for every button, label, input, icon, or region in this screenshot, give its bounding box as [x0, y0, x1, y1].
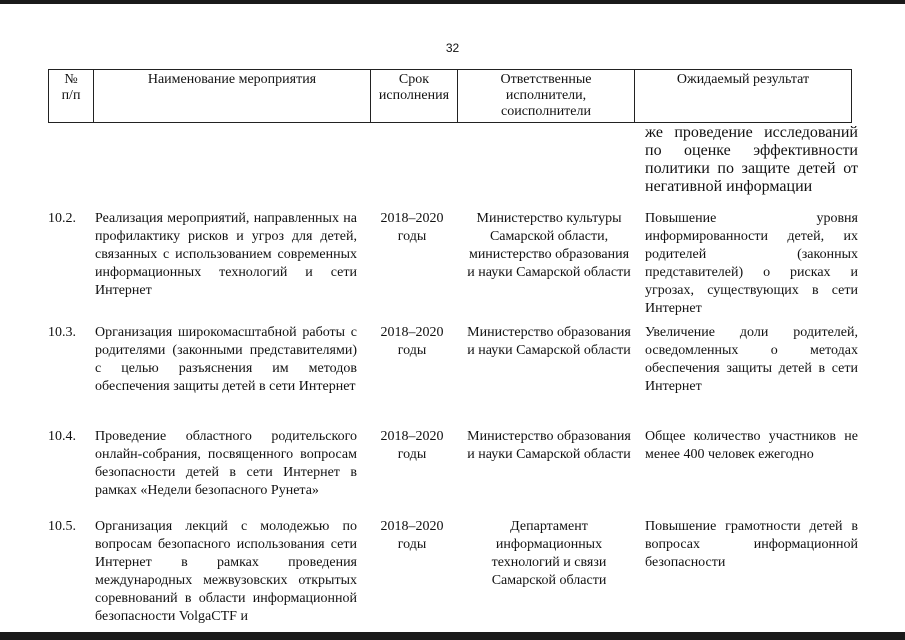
row-responsible: Министерство образования и науки Самарской области	[467, 429, 631, 462]
header-result: Ожидаемый результат	[635, 70, 852, 123]
row-number: 10.5.	[48, 519, 76, 534]
row-term: 2018–2020 годы	[380, 429, 444, 462]
row-term: 2018–2020 годы	[380, 325, 444, 358]
header-name: Наименование мероприятия	[94, 70, 371, 123]
row-responsible: Министерство культуры Самарской области, министерство образования и науки Самарской области	[467, 211, 631, 280]
header-num: № п/п	[49, 70, 94, 123]
row-number: 10.2.	[48, 211, 76, 226]
row-result: Увеличение доли родителей, осведомленных о методах обеспечения защиты детей в сети Интернет	[645, 325, 858, 394]
row-result: Общее количество участников не менее 400 человек ежегодно	[645, 429, 858, 462]
row-result: Повышение уровня информированности детей, их родителей (законных представителей) о рисках и угрозах, существующих в сети Интернет	[645, 211, 858, 316]
row-term: 2018–2020 годы	[380, 519, 444, 552]
scan-bottom-border	[0, 632, 905, 640]
row-responsible: Министерство образования и науки Самарской области	[467, 325, 631, 358]
page-number: 32	[445, 41, 460, 55]
table-header	[48, 69, 852, 123]
continuation-result: же проведение исследований по оценке эффективности политики по защите детей от негативной информации	[645, 124, 858, 195]
row-name: Реализация мероприятий, направленных на профилактику рисков и угроз для детей, связанных с использованием современных информационных технологий и сети Интернет	[95, 211, 357, 298]
row-name: Организация лекций с молодежью по вопросам безопасного использования сети Интернет в рамках проведения международных межвузовских открытых соревнований в области информационной безопасности VolgaCTF и	[95, 519, 357, 624]
row-name: Проведение областного родительского онлайн-собрания, посвященного вопросам безопасности детей в сети Интернет в рамках «Недели безопасного Рунета»	[95, 429, 357, 498]
header-term: Срок исполнения	[371, 70, 458, 123]
row-name: Организация широкомасштабной работы с родителями (законными представителями) с целью разъяснения им методов обеспечения защиты детей в сети Интернет	[95, 325, 357, 394]
row-term: 2018–2020 годы	[380, 211, 444, 244]
header-responsible: Ответственные исполнители, соисполнители	[458, 70, 635, 123]
row-number: 10.4.	[48, 429, 76, 444]
scan-top-border	[0, 0, 905, 4]
row-number: 10.3.	[48, 325, 76, 340]
row-result: Повышение грамотности детей в вопросах информационной безопасности	[645, 519, 858, 570]
row-responsible: Департамент информационных технологий и связи Самарской области	[491, 519, 607, 588]
